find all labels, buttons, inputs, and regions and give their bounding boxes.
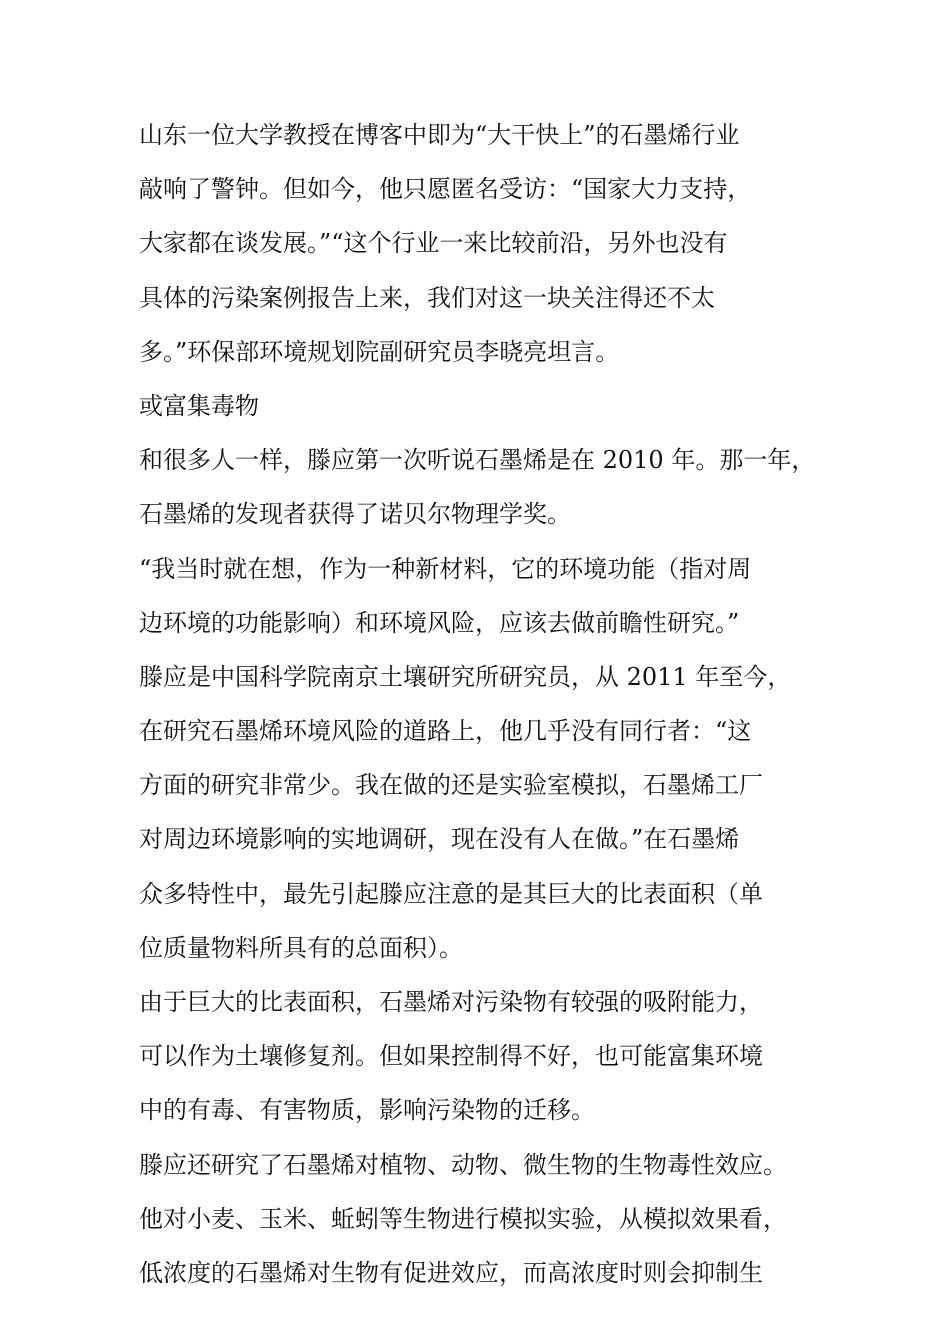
text-line: 边环境的功能影响）和环境风险，应该去做前瞻性研究。” — [139, 608, 740, 637]
text-line: 具体的污染案例报告上来，我们对这一块关注得还不太 — [139, 283, 715, 312]
text-line: 大家都在谈发展。”“这个行业一来比较前沿，另外也没有 — [139, 229, 728, 258]
text-line: 中的有毒、有害物质，影响污染物的迁移。 — [139, 1096, 595, 1125]
text-line: 可以作为土壤修复剂。但如果控制得不好，也可能富集环境 — [139, 1042, 763, 1071]
text-line: 低浓度的石墨烯对生物有促进效应，而高浓度时则会抑制生 — [139, 1258, 763, 1287]
text-line: 敲响了警钟。但如今，他只愿匿名受访：“国家大力支持， — [139, 175, 752, 204]
text-line: 山东一位大学教授在博客中即为“大干快上”的石墨烯行业 — [139, 121, 740, 149]
text-line: “我当时就在想，作为一种新材料，它的环境功能（指对周 — [139, 554, 752, 583]
text-line: 由于巨大的比表面积，石墨烯对污染物有较强的吸附能力， — [139, 988, 763, 1016]
article-body — [139, 108, 839, 1300]
section-heading: 或富集毒物 — [139, 391, 259, 420]
text-line: 位质量物料所具有的总面积）。 — [139, 933, 463, 962]
text-line: 和很多人一样，滕应第一次听说石墨烯是在 2010 年。那一年， — [139, 446, 816, 475]
text-line: 方面的研究非常少。我在做的还是实验室模拟，石墨烯工厂 — [139, 771, 763, 800]
text-line: 在研究石墨烯环境风险的道路上，他几乎没有同行者：“这 — [139, 717, 752, 746]
text-line: 滕应是中国科学院南京土壤研究所研究员，从 2011 年至今， — [139, 662, 792, 691]
text-line: 对周边环境影响的实地调研，现在没有人在做。”在石墨烯 — [139, 825, 740, 854]
text-line: 滕应还研究了石墨烯对植物、动物、微生物的生物毒性效应。 — [139, 1150, 787, 1179]
text-line: 众多特性中，最先引起滕应注意的是其巨大的比表面积（单 — [139, 879, 763, 908]
text-line: 他对小麦、玉米、蚯蚓等生物进行模拟实验，从模拟效果看， — [139, 1204, 787, 1233]
text-line: 石墨烯的发现者获得了诺贝尔物理学奖。 — [139, 500, 571, 529]
text-line: 多。”环保部环境规划院副研究员李晓亮坦言。 — [139, 337, 620, 366]
